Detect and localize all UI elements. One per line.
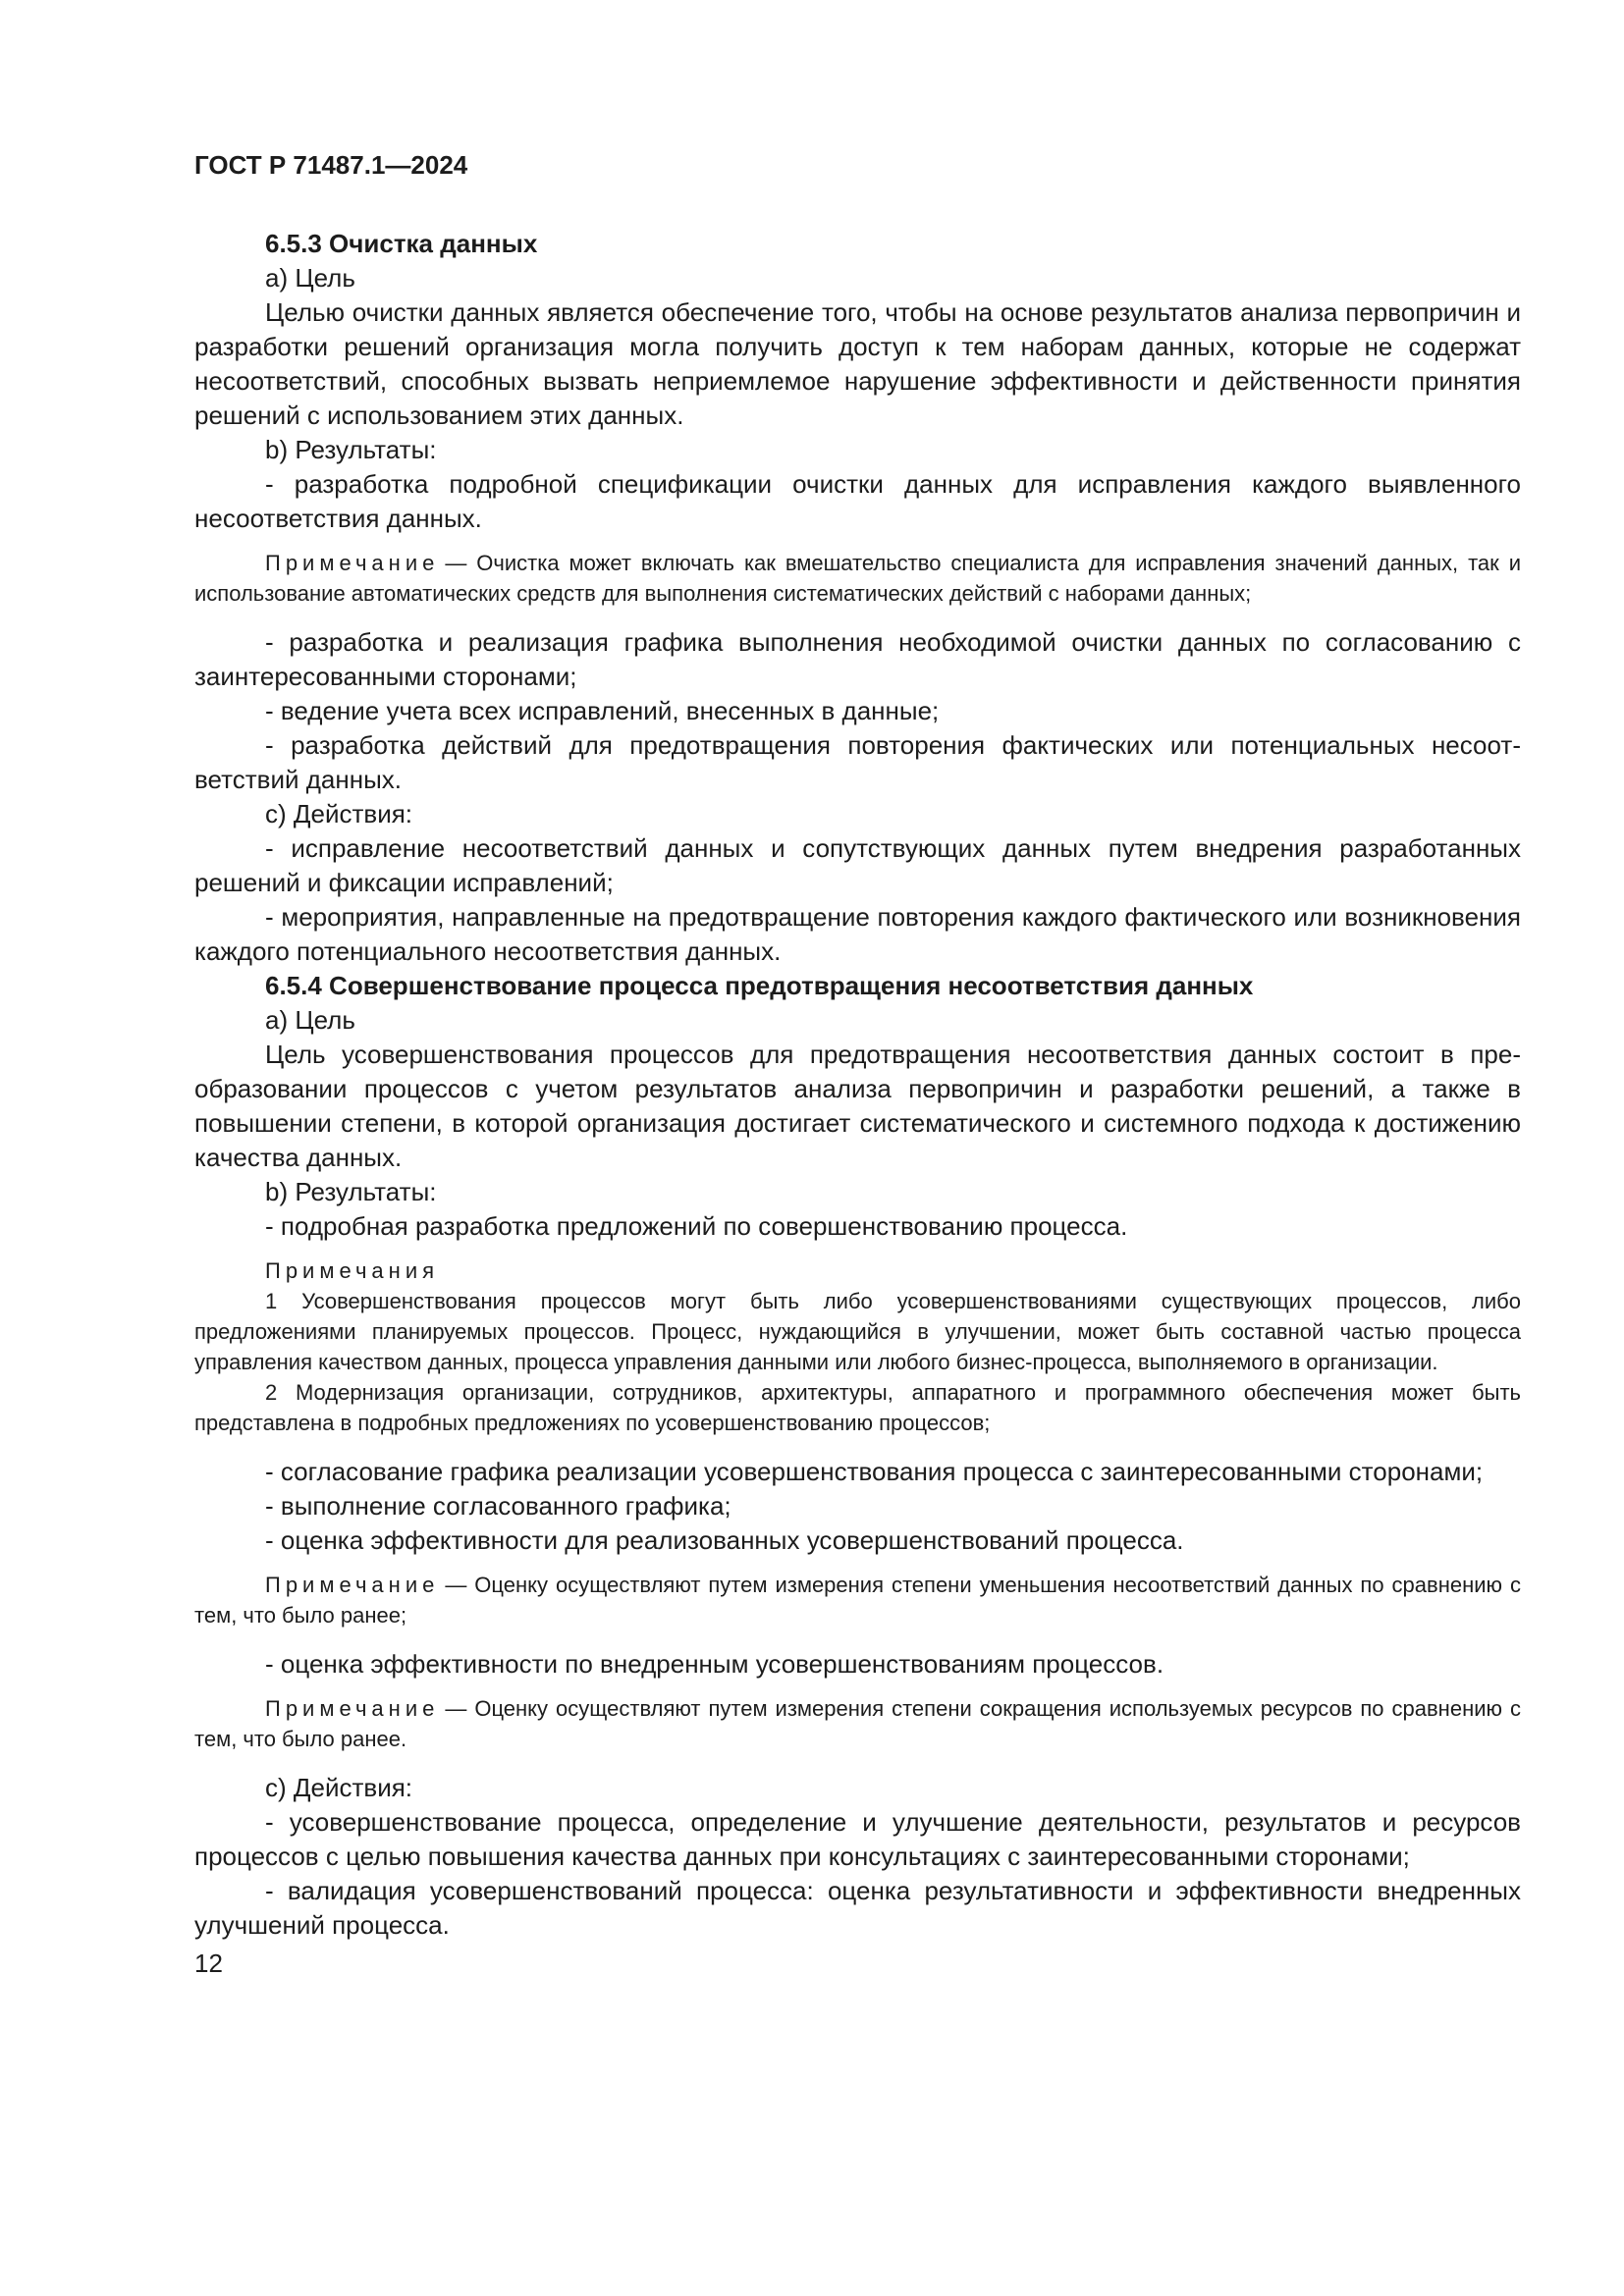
note-item: 2 Модернизация организации, сотрудников, архитектуры, аппаратного и программного обеспечения может быть представлена в подробных предложениях по усовершенствованию процессов; xyxy=(194,1380,1521,1435)
list-item: - оценка эффективности для реализованных усовершенствований процесса. xyxy=(265,1525,1184,1555)
subsection-label: c) Действия: xyxy=(265,1773,413,1802)
subsection-label: c) Действия: xyxy=(265,799,413,828)
list-item: - разработка и реализация графика выполнения необходимой очистки данных по согласованию с заинтересованными сторонами; xyxy=(194,627,1521,691)
page-body xyxy=(194,227,1521,1981)
list-item: - валидация усовершенствований процесса: оценка результативности и эффективности внедренных улучшений процесса. xyxy=(194,1876,1521,1940)
section-heading: 6.5.4 Совершенствование процесса предотвращения несоответствия данных xyxy=(265,971,1254,1000)
section-heading: 6.5.3 Очистка данных xyxy=(265,229,538,258)
document-header: ГОСТ Р 71487.1—2024 xyxy=(194,150,468,180)
subsection-label: a) Цель xyxy=(265,1005,355,1035)
list-item: - усовершенствование процесса, определение и улучшение деятельности, результатов и ресурсов процессов с целью повышения качества данных при консультациях с заинтересованными сторонами; xyxy=(194,1807,1521,1871)
note-text: — Очистка может включать как вмешательство специалиста для исправления значений данных, так и использование автоматических средств для выполнения систематических действий с наборами данных; xyxy=(194,551,1521,606)
note-label: Примечание xyxy=(265,551,440,575)
paragraph: Цель усовершенствования процессов для предотвращения несоответствия данных состоит в преобразовании процессов с учетом результатов анализа первопричин и разработки решений, а также в повышении степени, в которой организация достигает систематического и системного подхода к достижению качества данных. xyxy=(194,1040,1521,1172)
note-text: — Оценку осуществляют путем измерения степени сокращения используемых ресурсов по сравнению с тем, что было ранее. xyxy=(194,1696,1521,1751)
list-item: - разработка подробной спецификации очистки данных для исправления каждого выявленного несоответствия данных. xyxy=(194,469,1521,533)
note xyxy=(194,548,1521,609)
list-item: - оценка эффективности по внедренным усовершенствованиям процессов. xyxy=(265,1649,1164,1679)
list-item: - согласование графика реализации усовершенствования процесса с заинтересованными сторонами; xyxy=(265,1457,1484,1486)
notes-heading xyxy=(194,1255,1521,1286)
notes-label: Примечания xyxy=(265,1258,440,1283)
list-item: - ведение учета всех исправлений, внесенных в данные; xyxy=(265,696,940,725)
list-item: - подробная разработка предложений по совершенствованию процесса. xyxy=(265,1211,1128,1241)
note-label: Примечание xyxy=(265,1573,440,1597)
list-item: - выполнение согласованного графика; xyxy=(265,1491,731,1521)
list-item: - мероприятия, направленные на предотвращение повторения каждого фактического или возникновения каждого потенциального несоответствия данных. xyxy=(194,902,1521,966)
subsection-label: b) Результаты: xyxy=(265,1177,437,1206)
subsection-label: a) Цель xyxy=(265,263,355,293)
note-label: Примечание xyxy=(265,1696,440,1721)
note xyxy=(194,1693,1521,1754)
subsection-label: b) Результаты: xyxy=(265,435,437,464)
list-item: - исправление несоответствий данных и сопутствующих данных путем внедрения разработанных решений и фиксации исправлений; xyxy=(194,833,1521,897)
note-text: — Оценку осуществляют путем измерения степени уменьшения несоответствий данных по сравнению с тем, что было ранее; xyxy=(194,1573,1521,1628)
paragraph: Целью очистки данных является обеспечение того, чтобы на основе результатов анализа первопричин и разработки решений организация могла получить доступ к тем наборам данных, которые не содержат несоответствий, способных вызвать неприемлемое нарушение эффективности и действенности принятия решений с использованием этих данных. xyxy=(194,297,1521,430)
note xyxy=(194,1570,1521,1630)
list-item: - разработка действий для предотвращения повторения фактических или потенциальных несоответствий данных. xyxy=(194,730,1521,794)
note-item: 1 Усовершенствования процессов могут быть либо усовершенствованиями существующих процессов, либо предложениями планируемых процессов. Процесс, нуждающийся в улучшении, может быть составной частью процесса управления качеством данных, процесса управления данными или любого бизнес-процесса, выполняемого в организации. xyxy=(194,1289,1521,1374)
page-number: 12 xyxy=(194,1949,223,1978)
